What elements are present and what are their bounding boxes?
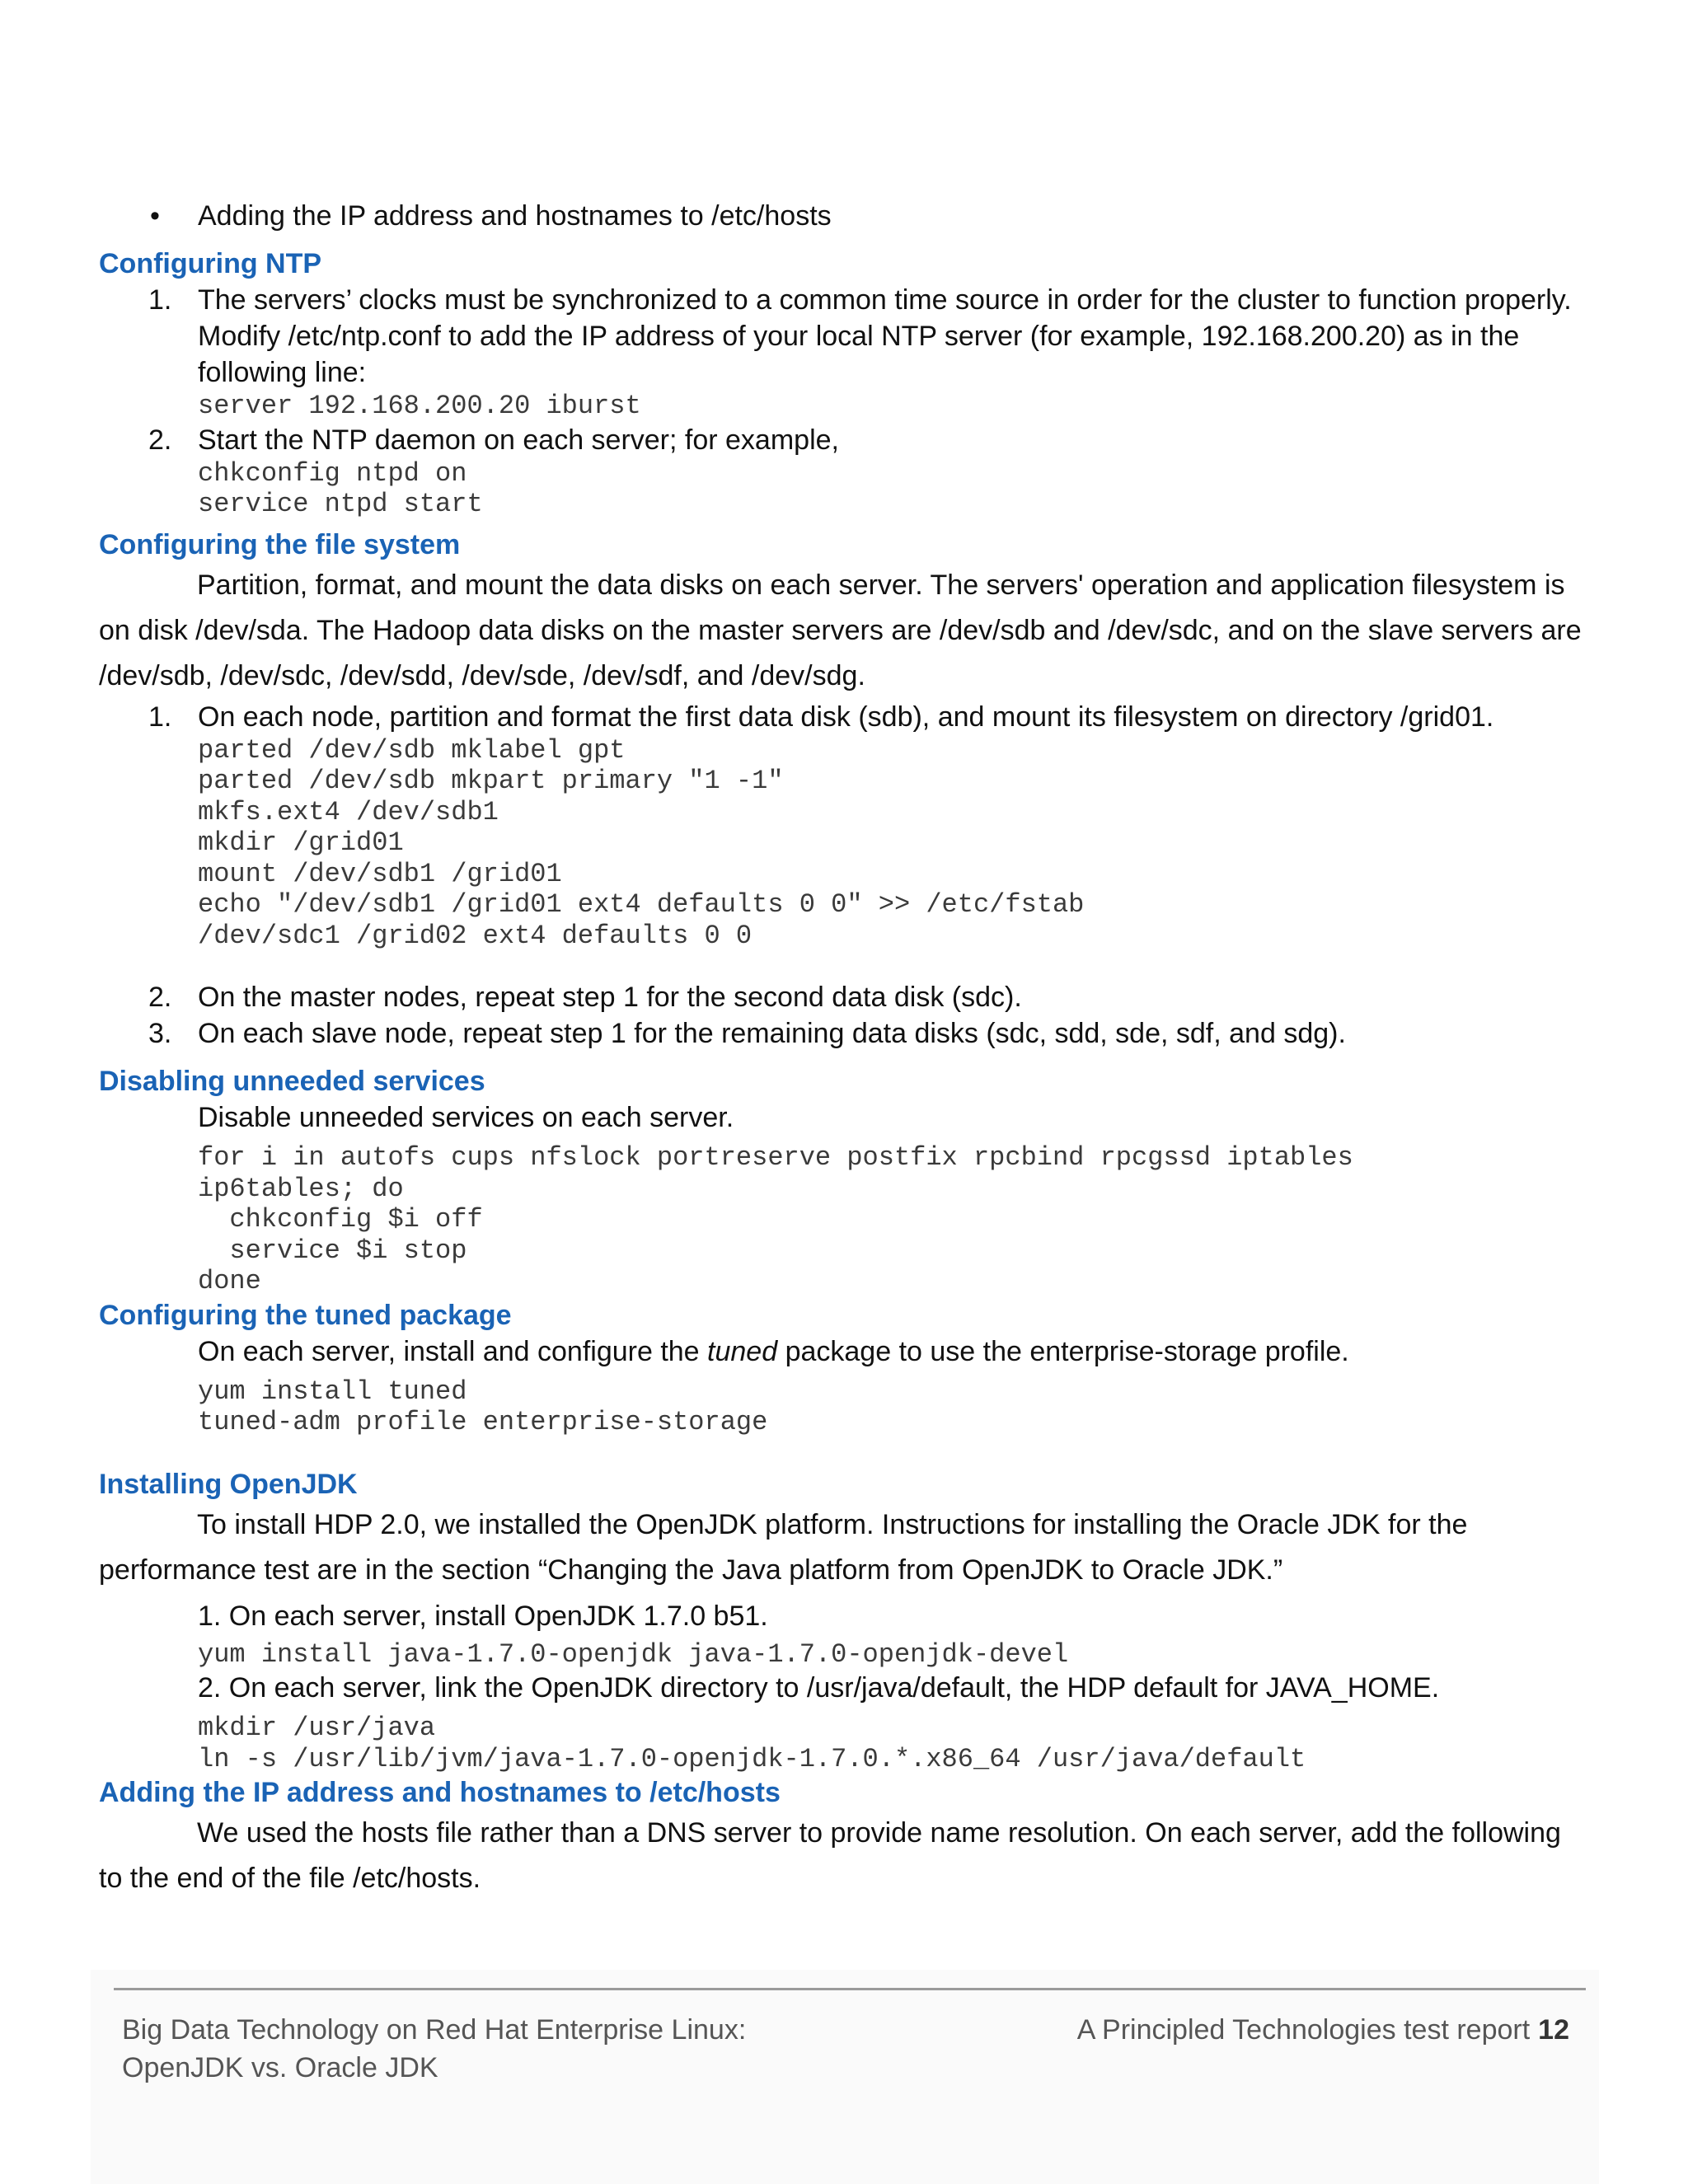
step-number: 1. xyxy=(148,701,172,733)
ntp-step-2 xyxy=(99,422,1582,520)
step-number: 1. xyxy=(148,284,172,316)
filesystem-intro: Partition, format, and mount the data disks on each server. The servers' operation and application filesystem is on disk /dev/sda. The Hadoop data disks on the master servers are /dev/sdb and /dev/sdc, and on the slave servers are /dev/sdb, /dev/sdc, /dev/sdd, /dev/sde, /dev/sdf, and /dev/sdg. xyxy=(99,569,1582,691)
code-line: echo "/dev/sdb1 /grid01 ext4 defaults 0 0" >> /etc/fstab xyxy=(198,889,1085,920)
step-number: 3. xyxy=(148,1018,172,1049)
filesystem-step-1 xyxy=(99,699,1582,952)
code-line: mkdir /usr/java xyxy=(198,1713,436,1743)
code-line: chkconfig ntpd on xyxy=(198,457,467,489)
footer-publisher xyxy=(1077,2011,1569,2049)
code-line: tuned-adm profile enterprise-storage xyxy=(198,1407,768,1437)
hosts-intro: We used the hosts file rather than a DNS server to provide name resolution. On each server, add the following to the end of the file /etc/hosts. xyxy=(99,1817,1561,1894)
tuned-intro xyxy=(198,1333,1582,1370)
step-number: 2. xyxy=(148,424,172,456)
code-line: mkfs.ext4 /dev/sdb1 xyxy=(198,796,499,827)
heading-adding-hosts: Adding the IP address and hostnames to /etc/hosts xyxy=(99,1777,781,1808)
code-line: done xyxy=(198,1266,261,1296)
code-line: service ntpd start xyxy=(198,489,483,519)
openjdk-steps xyxy=(99,1593,1582,1775)
services-block xyxy=(99,1099,1582,1297)
page-number: 12 xyxy=(1538,2014,1569,2046)
bullet-dot-icon: • xyxy=(150,200,160,232)
code-line: parted /dev/sdb mklabel gpt xyxy=(198,734,626,766)
code-line: server 192.168.200.20 iburst xyxy=(198,391,641,421)
openjdk-intro: To install HDP 2.0, we installed the OpenJDK platform. Instructions for installing the Oracle JDK for the performance test are in the section “Changing the Java platform from OpenJDK to Oracle JDK.” xyxy=(99,1508,1468,1586)
code-line: ln -s /usr/lib/jvm/java-1.7.0-openjdk-1.7.0.*.x86_64 /usr/java/default xyxy=(198,1743,1306,1774)
footer-divider xyxy=(114,1988,1586,1990)
code-line: yum install java-1.7.0-openjdk java-1.7.0-openjdk-devel xyxy=(198,1638,1069,1670)
code-line: chkconfig $i off xyxy=(198,1204,483,1235)
heading-installing-openjdk: Installing OpenJDK xyxy=(99,1468,358,1500)
tuned-intro-text: On each server, install and configure the xyxy=(198,1335,708,1367)
code-line: mount /dev/sdb1 /grid01 xyxy=(198,858,562,889)
footer-title-line-2: OpenJDK vs. Oracle JDK xyxy=(122,2052,438,2083)
heading-configuring-file-system: Configuring the file system xyxy=(99,528,461,560)
footer-publisher-text: A Principled Technologies test report xyxy=(1076,2014,1531,2046)
openjdk-step-2-text: 2. On each server, link the OpenJDK directory to /usr/java/default, the HDP default for JAVA_HOME. xyxy=(198,1672,1440,1704)
code-line: for i in autofs cups nfslock portreserve postfix rpcbind rpcgssd iptables xyxy=(198,1142,1353,1173)
tuned-block xyxy=(99,1333,1582,1438)
code-line: yum install tuned xyxy=(198,1376,467,1407)
heading-disabling-services: Disabling unneeded services xyxy=(99,1066,485,1097)
heading-configuring-ntp: Configuring NTP xyxy=(99,248,322,279)
bullet-item xyxy=(99,198,1582,234)
page-content xyxy=(99,198,1582,1901)
ntp-step-1 xyxy=(99,282,1582,422)
ntp-step-1-text: The servers’ clocks must be synchronized to a common time source in order for the cluster to function properly. Modify /etc/ntp.conf to add the IP address of your local NTP server (for example, 192.168.200.20) as in the following line: xyxy=(198,284,1572,388)
bullet-text: Adding the IP address and hostnames to /etc/hosts xyxy=(198,200,832,232)
tuned-intro-emphasis: tuned xyxy=(707,1335,778,1367)
ntp-step-2-text: Start the NTP daemon on each server; for example, xyxy=(198,424,839,456)
tuned-intro-text: package to use the enterprise-storage profile. xyxy=(777,1335,1349,1367)
step-number: 2. xyxy=(148,982,172,1013)
filesystem-step-2-text: On the master nodes, repeat step 1 for the second data disk (sdc). xyxy=(198,982,1022,1013)
code-line: parted /dev/sdb mkpart primary "1 -1" xyxy=(198,766,784,796)
code-line: /dev/sdc1 /grid02 ext4 defaults 0 0 xyxy=(198,920,753,951)
code-line: ip6tables; do xyxy=(198,1173,404,1204)
footer-report-title xyxy=(122,2011,746,2087)
openjdk-step-1-text: 1. On each server, install OpenJDK 1.7.0 b51. xyxy=(198,1600,768,1632)
filesystem-step-2 xyxy=(99,979,1582,1015)
filesystem-step-3-text: On each slave node, repeat step 1 for the remaining data disks (sdc, sdd, sde, sdf, and sdg). xyxy=(198,1018,1346,1049)
code-line: mkdir /grid01 xyxy=(198,827,404,858)
heading-configuring-tuned: Configuring the tuned package xyxy=(99,1299,512,1331)
code-line: service $i stop xyxy=(198,1235,467,1266)
services-intro: Disable unneeded services on each server. xyxy=(198,1102,734,1133)
filesystem-step-1-text: On each node, partition and format the first data disk (sdb), and mount its filesystem on directory /grid01. xyxy=(198,701,1494,733)
filesystem-step-3 xyxy=(99,1015,1582,1052)
footer-title-line-1: Big Data Technology on Red Hat Enterprise Linux: xyxy=(122,2014,747,2046)
